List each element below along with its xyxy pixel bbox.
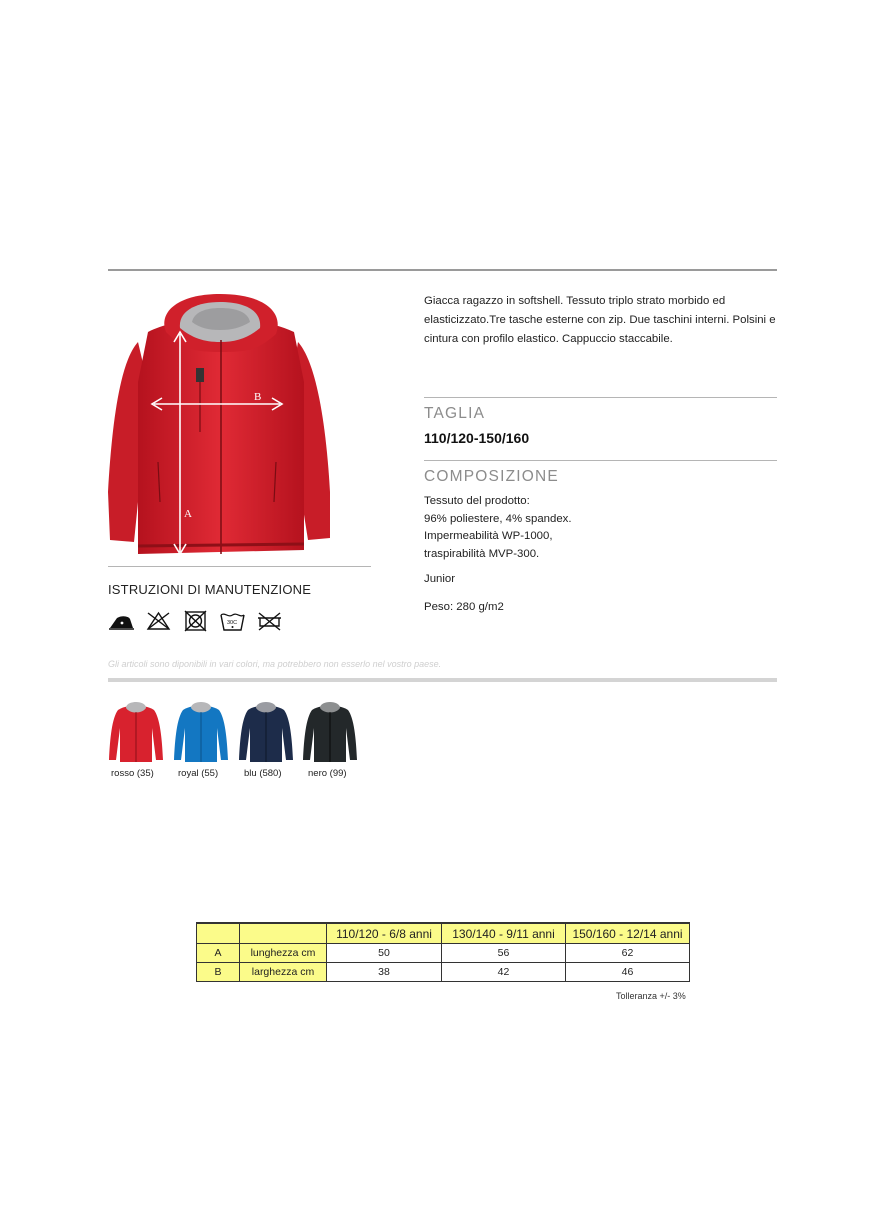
table-header-cell: 150/160 - 12/14 anni	[566, 923, 690, 944]
product-weight: Peso: 280 g/m2	[424, 601, 504, 613]
product-category: Junior	[424, 573, 456, 585]
care-instructions-title: ISTRUZIONI DI MANUTENZIONE	[108, 582, 312, 597]
size-value: 110/120-150/160	[424, 430, 530, 446]
product-description: Giacca ragazzo in softshell. Tessuto triplo strato morbido ed elasticizzato.Tre tasche esterne con zip. Due taschini interni. Polsini e cintura con profilo elastico. Cappuccio staccabile.	[424, 295, 776, 345]
table-cell: 42	[442, 963, 566, 982]
composition-line: 96% poliestere, 4% spandex.	[424, 512, 572, 525]
measure-label-b: B	[254, 391, 262, 403]
colors-divider	[108, 678, 777, 682]
no-bleach-icon	[145, 610, 172, 632]
top-divider	[108, 269, 777, 271]
no-tumble-dry-icon	[182, 610, 209, 632]
table-header-cell	[197, 923, 240, 944]
color-swatch-nero	[302, 698, 358, 766]
composition-line: Tessuto del prodotto:	[424, 495, 530, 507]
composition-divider	[424, 460, 777, 461]
table-cell-label: larghezza cm	[240, 963, 327, 982]
table-cell-label: lunghezza cm	[240, 944, 327, 963]
table-header-cell: 110/120 - 6/8 anni	[327, 923, 442, 944]
color-label: nero (99)	[308, 768, 347, 779]
table-header-row	[197, 923, 690, 944]
table-cell-code: A	[197, 944, 240, 963]
color-swatch-royal	[173, 698, 229, 766]
wash-30-icon	[219, 610, 246, 632]
measure-label-a: A	[184, 508, 192, 520]
no-dry-clean-icon	[256, 610, 283, 632]
availability-disclaimer: Gli articoli sono diponibili in vari colori, ma potrebbero non esserlo nel vostro paese.	[108, 659, 442, 669]
iron-low-icon	[108, 610, 135, 632]
wash-temp-label: 30C	[227, 620, 238, 626]
care-icons	[108, 610, 283, 632]
table-cell: 50	[327, 944, 442, 963]
color-swatch-rosso	[108, 698, 164, 766]
table-cell: 62	[566, 944, 690, 963]
table-row	[197, 963, 690, 982]
table-row	[197, 944, 690, 963]
composition-line: Impermeabilità WP-1000,	[424, 530, 553, 542]
composition-line: traspirabilità MVP-300.	[424, 547, 540, 560]
product-image	[108, 292, 336, 558]
table-cell: 46	[566, 963, 690, 982]
composition-text	[424, 493, 572, 563]
table-cell: 56	[442, 944, 566, 963]
table-header-cell: 130/140 - 9/11 anni	[442, 923, 566, 944]
size-section-title: TAGLIA	[424, 405, 486, 422]
composition-section-title: COMPOSIZIONE	[424, 468, 559, 485]
color-label: royal (55)	[178, 768, 219, 779]
color-label: blu (580)	[244, 768, 282, 779]
table-cell: 38	[327, 963, 442, 982]
color-label: rosso (35)	[111, 768, 154, 779]
tolerance-note: Tolleranza +/- 3%	[616, 991, 686, 1001]
size-divider	[424, 397, 777, 398]
table-cell-code: B	[197, 963, 240, 982]
table-header-cell	[240, 923, 327, 944]
color-swatch-blu	[238, 698, 294, 766]
size-table	[196, 922, 690, 982]
image-divider	[108, 566, 371, 567]
